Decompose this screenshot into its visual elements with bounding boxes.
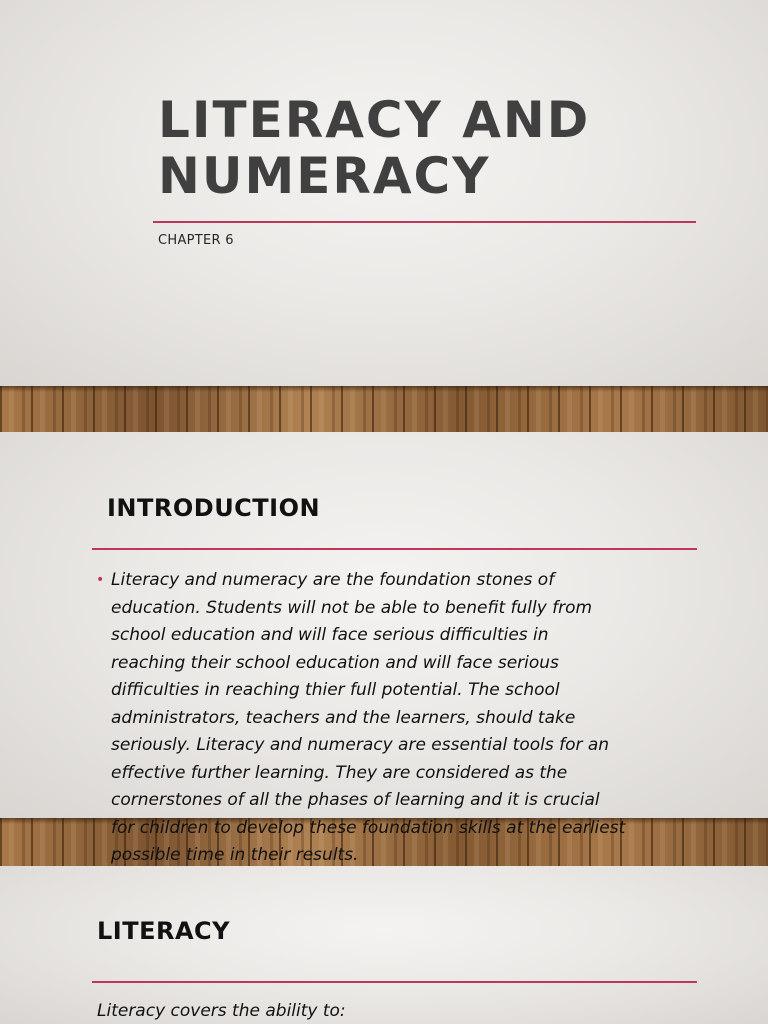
bullet-line: possible time in their results. xyxy=(111,845,359,865)
bullet-line: cornerstones of all the phases of learning and it is crucial xyxy=(111,790,600,810)
bullet-line: seriously. Literacy and numeracy are essential tools for an xyxy=(111,735,610,755)
chapter-subtitle: CHAPTER 6 xyxy=(158,233,234,248)
introduction-heading: INTRODUCTION xyxy=(107,494,321,522)
title-line-2: NUMERACY xyxy=(158,147,491,205)
bullet-line: difficulties in reaching thier full potential. The school xyxy=(111,680,560,700)
bullet-text xyxy=(111,567,696,870)
wood-floor-band xyxy=(0,386,768,432)
bullet-line: school education and will face serious difficulties in xyxy=(111,625,549,645)
introduction-divider xyxy=(92,548,697,550)
bullet-line: for children to develop these foundation skills at the earliest xyxy=(111,817,626,838)
bullet-line: reaching their school education and will face serious xyxy=(111,652,559,673)
introduction-bullet xyxy=(96,567,696,870)
literacy-divider xyxy=(92,981,697,983)
bullet-line: administrators, teachers and the learners, should take xyxy=(111,707,576,728)
literacy-heading: LITERACY xyxy=(97,917,231,945)
literacy-intro-text: Literacy covers the ability to: xyxy=(97,1001,346,1021)
bullet-line: education. Students will not be able to benefit fully from xyxy=(111,597,593,618)
title-line-1: LITERACY AND xyxy=(158,91,591,149)
bullet-line: effective further learning. They are considered as the xyxy=(111,762,568,783)
title-divider xyxy=(153,221,696,223)
title-slide xyxy=(0,0,768,386)
presentation-title xyxy=(158,92,590,204)
bullet-line: Literacy and numeracy are the foundation stones of xyxy=(111,570,555,590)
bullet-marker: • xyxy=(96,572,105,588)
